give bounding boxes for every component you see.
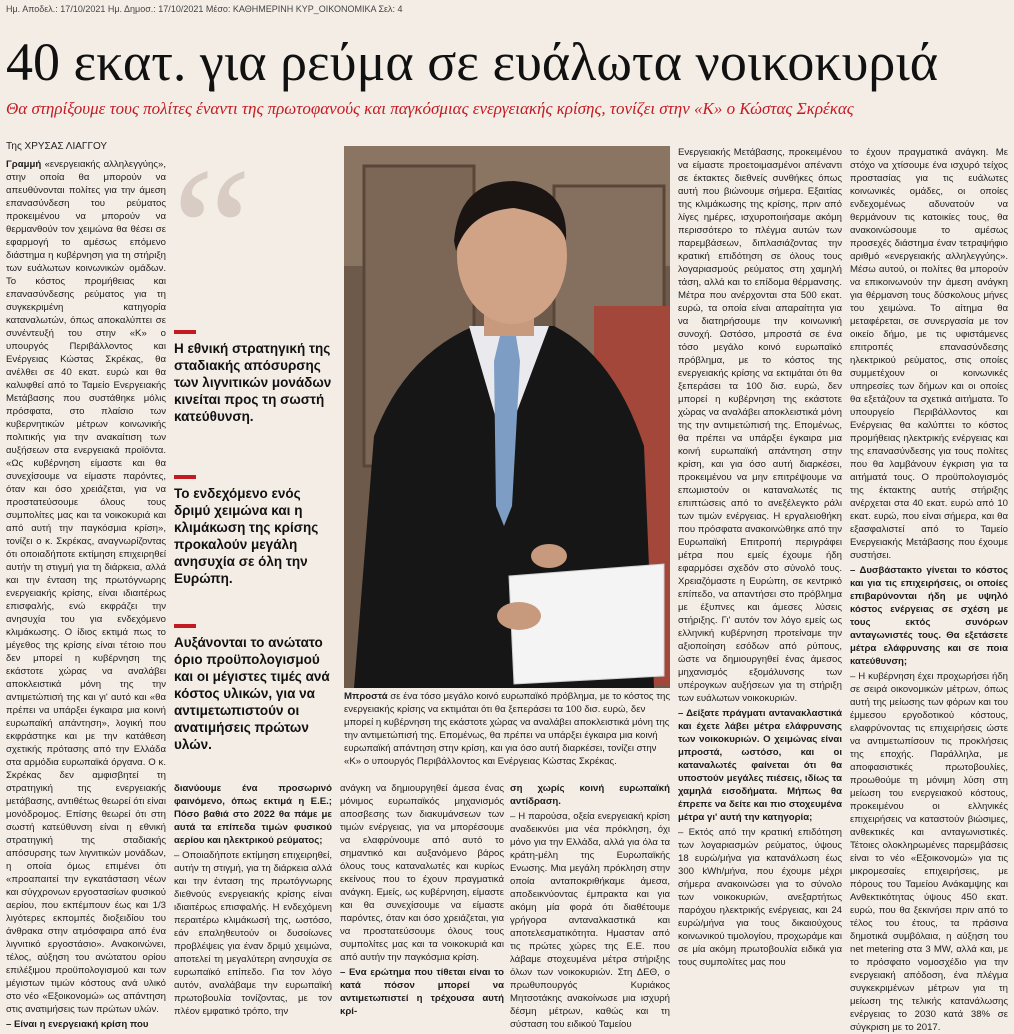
headline: 40 εκατ. για ρεύμα σε ευάλωτα νοικοκυριά <box>6 32 939 92</box>
clipping-metadata: Ημ. Αποδελ.: 17/10/2021 Ημ. Δημοσ.: 17/10/2021 Μέσο: ΚΑΘΗΜΕΡΙΝΗ ΚΥΡ_ΟΙΚΟΝΟΜΙΚΑ Σελ: 4 <box>6 4 403 14</box>
pull-quote-1: Η εθνική στρατηγική της σταδιακής απόσυρσης των λιγνιτικών μονάδων κινείται προς τη σωστή κατεύθυνση. <box>174 330 332 425</box>
interview-answer: – Η κυβέρνηση έχει προχωρήσει ήδη σε σειρά οικονομικών μέτρων, όπως αυτή της μείωσης των φόρων και του έμμεσου εργοδοτικού κόστους, ελαφρύνοντας τις επιχειρήσεις ώστε να αντιμετωπίσουν τις προκλήσεις της εποχής. Παράλληλα, με αποφασιστικές πρωτοβουλίες, προωθούμε τη μόνιμη λύση στη μείωση του ενεργειακού κόστους, προκειμένου οι ελληνικές επιχειρήσεις να καταστούν βιώσιμες, ανθεκτικές και ανταγωνιστικές. Τέτοιες ολοκληρωμένες παρεμβάσεις είναι το νέο «Εξοικονομώ» για τις μικρομεσαίες επιχειρήσεις, με πόρους του Ταμείου Ανάκαμψης και Ανθεκτικότητας ύψους 450 εκατ. ευρώ, που θα ξεκινήσει πριν από το τέλος του έτους, τα πράσινα δημοτικά συμβόλαια, η αύξηση του net metering στα 3 MW, αλλά και, με το πρόσφατο νομοσχέδιο για την ενεργειακή απόδοση, ένα πλέγμα συγκεκριμένων μέτρων για τη μείωση της τελικής κατανάλωσης ενέργειας το 2030 κατά 38% σε σύγκριση με το 2017. <box>850 671 1008 1033</box>
subheadline: Θα στηρίξουμε τους πολίτες έναντι της πρωτοφανούς και παγκόσμιας ενεργειακής κρίσης, τονίζει στην «Κ» ο Κώστας Σκρέκας <box>6 99 854 118</box>
minister-photo <box>344 146 670 688</box>
question-lead: – Είναι η ενεργειακή κρίση που <box>6 1019 149 1030</box>
interview-question: ση χωρίς κοινή ευρωπαϊκή αντίδραση. <box>510 783 670 807</box>
interview-question: διανύουμε ένα προσωρινό φαινόμενο, όπως εκτιμά η Ε.Ε.; Πόσο βαθιά στο 2022 θα πάμε με αυτά τα επίπεδα τιμών φυσικού αερίου και ηλεκτρικού ρεύματος; <box>174 783 332 846</box>
article-column-5 <box>678 146 842 1006</box>
article-column-1 <box>6 158 166 1030</box>
article-column-3-bottom <box>340 782 504 1017</box>
interview-question: – Δυσβάστακτο γίνεται το κόστος και για τις επιχειρήσεις, οι οποίες επιβαρύνονται ήδη με υψηλό κόστος ενέργειας σε σχέση με τους εκτός συνόρων ανταγωνιστές τους. Θα εξετάσετε μέτρα ελάφρυνσης και σε ποια κατεύθυνση; <box>850 565 1008 667</box>
interview-question: – Δείξατε πράγματι αντανακλαστικά και έχετε λάβει μέτρα ελάφρυνσης των νοικοκυριών. Ο χειμώνας είναι μπροστά, ωστόσο, και οι καταναλωτές φαίνεται ότι θα υποστούν μεγάλες πιέσεις, ιδίως τα χαμηλά εισοδήματα. Μήπως θα έπρεπε να δείτε και πιο στοχευμένα μέτρα γι' αυτή την κατηγορία; <box>678 708 842 823</box>
interview-question: – Ενα ερώτημα που τίθεται είναι το κατά πόσον μπορεί να αντιμετωπιστεί η τρέχουσα αυτή κρί- <box>340 967 504 1017</box>
pull-quote-accent-bar <box>174 624 196 628</box>
article-column-6 <box>850 146 1008 1033</box>
interview-answer: – Η παρούσα, οξεία ενεργειακή κρίση αναδεικνύει μια νέα πρόκληση, όχι μόνο για την Ελλάδα, αλλά για όλα τα κράτη-μέλη της Ευρωπαϊκής Ενωσης. Μια μεγάλη πρόκληση στην οποία ανταποκριθήκαμε άμεσα, αποδεικνύοντας έμπρακτα και για ακόμη μία φορά ότι διαθέτουμε γρήγορα ανταναλκαστικά και αποτελεσματικότητα. Ημασταν από τις πρώτες χώρες της Ε.Ε. που λάβαμε στοχευμένα μέτρα στήριξης όλων των νοικοκυριών. Στη ΔΕΘ, ο πρωθυπουργός Κυριάκος Μητσοτάκης ανακοίνωσε μια ισχυρή δέσμη μέτρων, καθώς και τη σύσταση του ειδικού Ταμείου <box>510 811 670 1030</box>
quotation-mark-decoration: “ <box>172 131 244 330</box>
article-column-4-bottom <box>510 782 670 1030</box>
pull-quote-2: Το ενδεχόμενο ενός δριμύ χειμώνα και η κλιμάκωση της κρίσης προκαλούν μεγάλη ανησυχία σε όλη την Ευρώπη. <box>174 475 332 587</box>
article-column-2-bottom <box>174 782 332 1017</box>
interview-answer: Ενεργειακής Μετάβασης, προκειμένου να είμαστε προετοιμασμένοι απέναντι σε έκτακτες διεθνείς συνθήκες όπως αυτή που βιώνουμε σήμερα. Εξαιτίας της κλιμάκωσης της κρίσης, πριν από λίγες ημέρες, ισχυροποιήσαμε ακόμη περισσότερο το πλέγμα αυτών των παρεμβάσεων, διπλασιάζοντας την κρατική επιδότηση σε όλους τους λογαριασμούς ρεύματος στη χαμηλή τάση, αλλά και το επίδομα θέρμανσης. Μέτρα που ανέρχονται στα 500 εκατ. ευρώ, τα οποία είναι απαραίτητα για να διατηρήσουμε την κοινωνική συνοχή. Ωστόσο, μπροστά σε ένα τόσο μεγάλο κοινό ευρωπαϊκό πρόβλημα, με το κόστος της ενεργειακής κρίσης να εκτιμάται ότι θα ξεπεράσει τα 100 δισ. ευρώ, δεν μπορεί η κυβέρνηση της εκάστοτε χώρας να αναλάβει αποκλειστικά μόνη της την αντιμετώπισή της. Επομένως, θα πρέπει να υπάρξει έγκαιρα μια κοινή ευρωπαϊκή απάντηση στην κρίση, και για όσο αυτή διαρκέσει, προκειμένου να μην επιτρέψουμε να επωμιστούν οι καταναλωτές τις επιπτώσεις από το ανεξέλεγκτο ράλι των τιμών ενέργειας. Η εργαλειοθήκη που πρόσφατα ανακοινώθηκε από την Ευρωπαϊκή Επιτροπή περιγράφει μέτρα που εμείς έχουμε ήδη εφαρμόσει σχεδόν στο σύνολό τους. Χρειαζόμαστε η Ευρώπη, σε κεντρικό επίπεδο, να απαντήσει στο πρόβλημα με έξυπνες και άμεσες λύσεις στήριξης. Γι' αυτόν τον λόγο εμείς ως ελληνική κυβέρνηση προτείναμε την αξιοποίηση εσόδων από ρύπους, ώστε να δημιουργηθεί ένας άμεσος μηχανισμός εξομάλυνσης των υπέρογκων αυξήσεων για τη στήριξη των ευάλωτων νοικοκυριών. <box>678 147 842 704</box>
drop-lead: Γραμμή <box>6 159 42 170</box>
portrait-illustration <box>344 146 670 688</box>
byline: Της ΧΡΥΣΑΣ ΛΙΑΓΓΟΥ <box>6 141 108 152</box>
photo-caption: Μπροστά σε ένα τόσο μεγάλο κοινό ευρωπαϊκό πρόβλημα, με το κόστος της ενεργειακής κρίσης να εκτιμάται ότι θα ξεπεράσει τα 100 δισ. ευρώ, δεν μπορεί η κυβέρνηση της εκάστοτε χώρας να αναλάβει αποκλειστικά μόνη της την αντιμετώπισή της. Επομένως, θα πρέπει να υπάρξει έγκαιρα μια κοινή ευρωπαϊκή απάντηση στην κρίση, και για όσο αυτή διαρκέσει, τονίζει στην «Κ» ο υπουργός Περιβάλλοντος και Ενέργειας Κώστας Σκρέκας. <box>344 691 670 767</box>
interview-answer: ανάγκη να δημιουργηθεί άμεσα ένας μόνιμος ευρωπαϊκός μηχανισμός αποσβεσης των διακυμάνσεων των τιμών ενέργειας, για να μπορέσουμε να ελαφρύνουμε από αυτό το σημαντικό και αυξανόμενο βάρος όλους τους καταναλωτές και κυρίως εκείνους που το έχουν πραγματικά ανάγκη. Εμείς, ως κυβέρνηση, είμαστε και θα συνεχίσουμε να είμαστε παρόντες, όταν και όσο χρειάζεται, για να προστατεύσουμε όλους τους συμπολίτες μας και τα νοικοκυριά και από αυτήν την παγκόσμια κρίση. <box>340 783 504 963</box>
pull-quote-accent-bar <box>174 475 196 479</box>
interview-answer: – Οποιαδήποτε εκτίμηση επιχειρηθεί, αυτήν τη στιγμή, για τη διάρκεια αλλά και την ένταση της πρωτόγνωρης διεθνούς ενεργειακής κρίσης είναι ιδιαιτέρως επισφαλής. Η ενδεχόμενη περαιτέρω κλιμάκωσή της, ωστόσο, εάν επαληθευτούν οι δυσοίωνες προβλέψεις για έναν δριμύ χειμώνα, αποτελεί τη μεγαλύτερη ανησυχία σε ευρωπαϊκό επίπεδο. Για τον λόγο αυτόν, αναλάβαμε την ευρωπαϊκή πρωτοβουλία τονίζοντας, με τον πλέον εμφατικό τρόπο, την <box>174 850 332 1017</box>
pull-quote-accent-bar <box>174 330 196 334</box>
interview-answer: – Εκτός από την κρατική επιδότηση των λογαριασμών ρεύματος, ύψους 18 ευρώ/μήνα για κατανάλωση έως 300 kWh/μήνα, που έχουμε μέχρι σήμερα ανακοινώσει για το σύνολο των νοικοκυριών, ανεξαρτήτως παρόχου ηλεκτρικής ενέργειας, και 24 ευρώ/μήνα για τους δικαιούχους κοινωνικού τιμολογίου, προχωράμε και σε μία ακόμη πρωτοβουλία ειδικά για τους συμπολίτες μας που <box>678 827 842 968</box>
interview-answer: το έχουν πραγματικά ανάγκη. Με στόχο να χτίσουμε ένα ισχυρό τείχος προστασίας για τις ευάλωτες κοινωνικές ομάδες, οι οποίες ενδεχομένως αδυνατούν να θερμάνουν τις κατοικίες τους, θα ανακοινώσουμε το αμέσως προσεχές διάστημα έναν τετραψήφιο αριθμό «ενεργειακής αλληλεγγύης». Μέσω αυτού, οι πολίτες θα μπορούν να επικοινωνούν την άμεση ανάγκη για θέρμανση τους δύσκολους μήνες του χειμώνα. Το αίτημα θα μεταφέρεται, σε συνεργασία με τον οικείο δήμο, με τις υφιστάμενες επιτροπές επανασύνδεσης ηλεκτρικού ρεύματος, στις οποίες συμμετέχουν οι κοινωνικές υπηρεσίες των δήμων και οι οποίες θα εξετάζουν τα σχετικά αιτήματα. Το υπουργείο Περιβάλλοντος και Ενέργειας θα καλύπτει το κόστος προμήθειας ηλεκτρικής ενέργειας και της επανασύνδεσης για τους πολίτες που θα λαμβάνουν έγκριση για τα αιτήματά τους. Ο προϋπολογισμός της έκτακτης αυτής στήριξης ανέρχεται στα 40 εκατ. ευρώ από 10 εκατ. ευρώ, που είναι σήμερα, και θα εξασφαλιστεί από το Ταμείο Ενεργειακής Μετάβασης που έχουμε συστήσει. <box>850 147 1008 561</box>
column1-paragraph: Γραμμή «ενεργειακής αλληλεγγύης», στην οποία θα μπορούν να απευθύνονται πολίτες για την άμεση επανασύνδεση του ρεύματος προκειμένου να μπορούν να θερμανθούν τον χειμώνα θα θέσει σε εφαρμογή το αμέσως επόμενο διάστημα η κυβέρνηση για τη στήριξη των ευάλωτων κοινωνικών ομάδων. Το κόστος προμήθειας και επανασύνδεσης ρεύματος για τη συγκεκριμένη κατηγορία καταναλωτών, όπως αποκαλύπτει σε συνέντευξή του στην «Κ» ο υπουργός Περιβάλλοντος και Ενέργειας Κώστας Σκρέκας, θα ανέλθει σε 40 εκατ. ευρώ και θα καλυφθεί από το Ταμείο Ενεργειακής Μετάβασης που συστάθηκε μόλις πρόσφατα, στο πλαίσιο των κυβερνητικών μέτρων κοινωνικής πολιτικής για την ανακαίτιση των αυξήσεων στα ενεργειακά προϊόντα. «Ως κυβέρνηση είμαστε και θα συνεχίσουμε να είμαστε παρόντες, όταν και όσο χρειάζεται, για να προστατεύσουμε όλους τους συμπολίτες μας και τα νοικοκυριά και από αυτή την παγκόσμια κρίση», τονίζει ο κ. Σκρέκας, αναγνωρίζοντας ότι οποιαδήποτε εκτίμηση επιχειρηθεί αυτήν τη στιγμή για τη διάρκεια, αλλά και την ένταση της πρωτόγνωρης ενεργειακής κρίσης, είναι ιδιαιτέρως επισφαλής, ενώ εκφράζει την ανησυχία του για ενδεχόμενο κλιμάκωσης. Ο ίδιος εκτιμά πως το μέγεθος της κρίσης είναι τέτοιο που δεν μπορεί η κυβέρνηση της εκάστοτε χώρας να αναλάβει αποκλειστικά μόνη της την αντιμετώπισή της και γι' αυτό και «θα πρέπει να υπάρξει έγκαιρα μια κοινή ευρωπαϊκή απάντηση», λογική που εκφράστηκε και με την κατάθεση σχετικής πρότασης από την Ελλάδα στα αρμόδια ευρωπαϊκά όργανα. Ο κ. Σκρέκας δεν αμφισβητεί τη στρατηγική της ενεργειακής μετάβασης, αντιθέτως θεωρεί ότι είναι μονόδρομος. Επίσης θεωρεί ότι στη σωστή κατεύθυνση είναι η εθνική στρατηγική της σταδιακής απόσυρσης των λιγνιτικών μονάδων, η οποία όμως επιμένει ότι «προαπαιτεί την εγκατάσταση νέων και σύγχρονων εργοστασίων φυσικού αερίου, που εκπέμπουν έως και 1/3 λιγότερες εκπομπές διοξειδίου του άνθρακα στην ατμόσφαιρα από ένα λιγνιτικό εργοστάσιο». Ανακοινώνει, τέλος, αύξηση του ανώτατου ορίου επιλέξιμου προϋπολογισμού και των μέγιστων τιμών κόστους ανά υλικό στο νέο «Εξοικονομώ» ως απάντηση στις ανατιμήσεις των πρώτων υλών. <box>6 159 166 1015</box>
pull-quote-3: Αυξάνονται το ανώτατο όριο προϋπολογισμού και οι μέγιστες τιμές ανά κόστος υλικών, για να αντιμετωπιστούν οι ανατιμήσεις πρώτων υλών. <box>174 624 332 753</box>
